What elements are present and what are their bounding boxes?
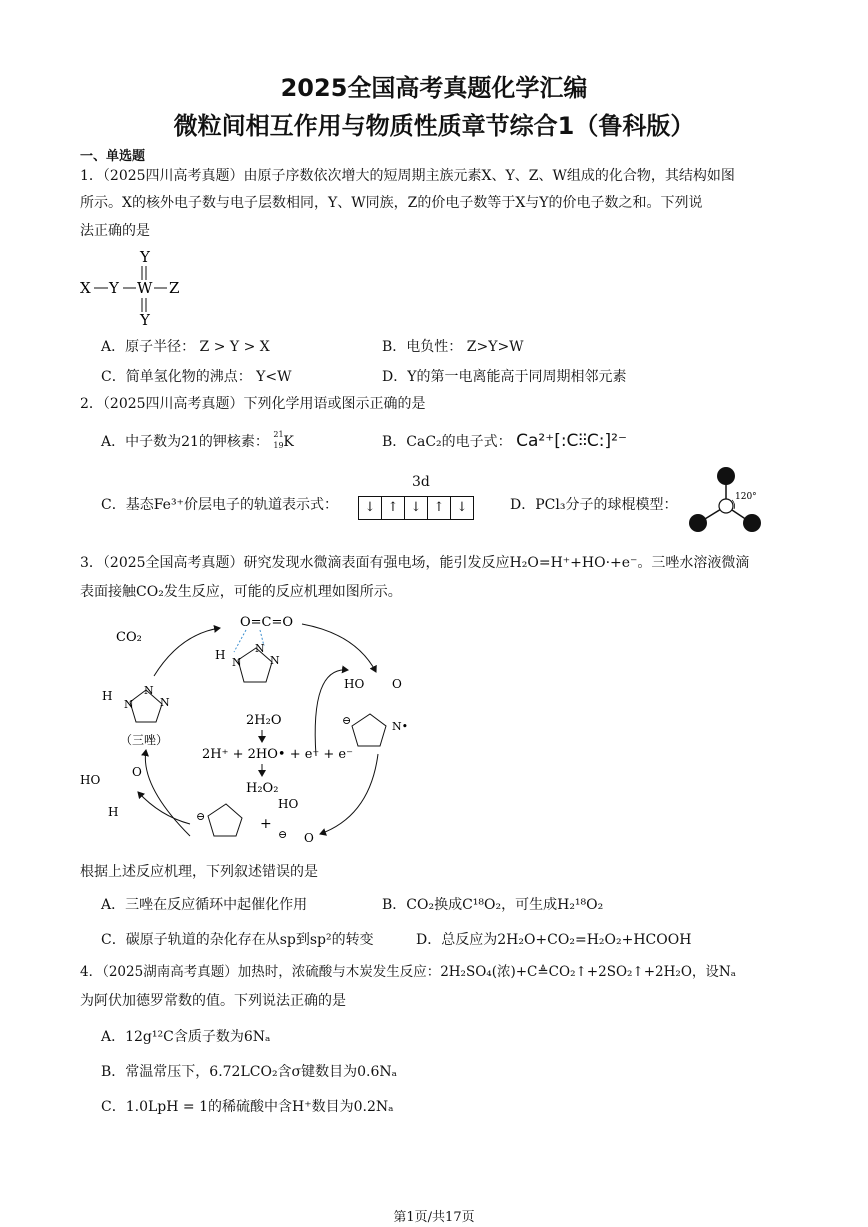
formic-ho: HO xyxy=(80,773,101,787)
carboxyl-ho: HO xyxy=(344,677,365,691)
oco-label: O=C=O xyxy=(240,615,294,630)
q4-option-b: B．常温常压下，6.72LCO₂含σ键数目为0.6Nₐ xyxy=(101,1064,398,1080)
structure-y-top: Y xyxy=(140,248,150,266)
q2-option-a-text: A．中子数为21的钾核素： xyxy=(101,434,269,450)
triazole-n: N xyxy=(255,642,265,655)
q1-stem-line1: 1．（2025四川高考真题）由原子序数依次增大的短周期主族元素X、Y、Z、W组成的化合物，其结构如图 xyxy=(80,168,735,184)
center-species: 2H⁺ + 2HO• + e⁻ + e⁻ xyxy=(202,747,353,762)
page-footer: 第1页/共17页 xyxy=(393,1210,475,1225)
triazole-n: N xyxy=(124,698,134,711)
formate-o: O xyxy=(304,831,314,845)
orbital-box: ↓ xyxy=(405,497,428,519)
structure-y: Y xyxy=(109,279,119,297)
section-heading: 一、单选题 xyxy=(80,149,146,164)
triazole-name: （三唑） xyxy=(120,733,169,747)
triazole-n: N xyxy=(232,656,242,669)
triazole-h-top: H xyxy=(215,648,226,662)
minus-sign: ⊖ xyxy=(342,714,352,727)
structure-y-bottom: Y xyxy=(140,311,150,328)
document-subtitle: 微粒间相互作用与物质性质章节综合1（鲁科版） xyxy=(173,112,695,140)
triazole-n: N xyxy=(144,684,154,697)
structure-z: Z xyxy=(169,279,180,297)
cac2-electron-formula: Ca²⁺[:C⫶⫶C:]²⁻ xyxy=(516,431,627,451)
structure-x: X xyxy=(80,279,91,297)
pcl3-ball-stick-model xyxy=(684,464,764,536)
orbital-label: 3d xyxy=(412,474,430,490)
bond-angle-label: 120° xyxy=(735,492,757,502)
formic-h: H xyxy=(108,805,119,819)
q3-stem-line1: 3．（2025全国高考真题）研究发现水微滴表面有强电场，能引发反应H₂O=H⁺+HO·+e⁻。三唑水溶液微滴 xyxy=(80,555,750,571)
mass-number: 21 xyxy=(273,430,284,439)
q4-stem-line1: 4．（2025湖南高考真题）加热时，浓硫酸与木炭发生反应：2H₂SO₄(浓)+C≜CO₂↑+2SO₂↑+2H₂O，设Nₐ xyxy=(80,964,736,980)
q1-option-d: D．Y的第一电离能高于同周期相邻元素 xyxy=(382,369,627,385)
co2-label: CO₂ xyxy=(116,630,142,645)
formate-ho: HO xyxy=(278,797,299,811)
q2-option-c-text: C．基态Fe³⁺价层电子的轨道表示式： xyxy=(101,497,338,513)
q4-stem-line2: 为阿伏加德罗常数的值。下列说法正确的是 xyxy=(80,993,346,1009)
q1-structure-diagram xyxy=(78,248,198,328)
triazole-n: N xyxy=(160,696,170,709)
q1-option-a: A．原子半径： Z > Y > X xyxy=(101,339,270,355)
q1-stem-line3: 法正确的是 xyxy=(80,223,150,239)
q3-option-a: A．三唑在反应循环中起催化作用 xyxy=(101,897,308,913)
minus-sign: ⊖ xyxy=(196,810,206,823)
q2-option-b-text: B．CaC₂的电子式： xyxy=(382,434,512,450)
q3-option-d: D．总反应为2H₂O+CO₂=H₂O₂+HCOOH xyxy=(416,932,692,948)
reaction-mechanism-diagram xyxy=(80,606,420,856)
structure-w: W xyxy=(137,279,153,297)
triazole-h-left: H xyxy=(102,689,113,703)
atomic-number: 19 xyxy=(273,441,284,450)
q1-option-c: C．简单氢化物的沸点： Y<W xyxy=(101,369,292,385)
n-radical: N• xyxy=(392,720,409,733)
orbital-box: ↓ xyxy=(456,500,468,515)
q1-option-b: B．电负性： Z>Y>W xyxy=(382,339,524,355)
formic-o: O xyxy=(132,765,142,779)
document-title: 2025全国高考真题化学汇编 xyxy=(280,74,588,102)
water-label: 2H₂O xyxy=(246,713,282,728)
q3-question: 根据上述反应机理，下列叙述错误的是 xyxy=(80,864,318,880)
q1-stem-line2: 所示。X的核外电子数与电子层数相同，Y、W同族，Z的价电子数等于X与Y的价电子数之和。下列说 xyxy=(80,195,703,211)
q3-option-c: C．碳原子轨道的杂化存在从sp到sp²的转变 xyxy=(101,932,374,948)
plus-sign: + xyxy=(260,816,272,832)
q2-option-b xyxy=(382,431,627,451)
q4-option-a: A．12g¹²C含质子数为6Nₐ xyxy=(101,1029,271,1045)
triazole-n: N xyxy=(270,654,280,667)
q4-option-c: C．1.0LpH = 1的稀硫酸中含H⁺数目为0.2Nₐ xyxy=(101,1099,394,1115)
carboxyl-o: O xyxy=(392,677,402,691)
minus-sign: ⊖ xyxy=(278,828,288,841)
h2o2-label: H₂O₂ xyxy=(246,781,279,796)
orbital-box: ↑ xyxy=(428,497,451,519)
q2-option-a xyxy=(101,431,295,451)
potassium-nuclide xyxy=(273,430,295,450)
orbital-diagram xyxy=(358,496,474,520)
element-symbol: K xyxy=(283,434,294,450)
q3-option-b: B．CO₂换成C¹⁸O₂，可生成H₂¹⁸O₂ xyxy=(382,897,604,913)
orbital-box: ↑ xyxy=(382,497,405,519)
q3-stem-line2: 表面接触CO₂发生反应，可能的反应机理如图所示。 xyxy=(80,584,402,600)
orbital-box: ↓ xyxy=(359,497,382,519)
q2-option-d-text: D．PCl₃分子的球棍模型： xyxy=(510,497,678,513)
q2-stem: 2．（2025四川高考真题）下列化学用语或图示正确的是 xyxy=(80,396,426,412)
